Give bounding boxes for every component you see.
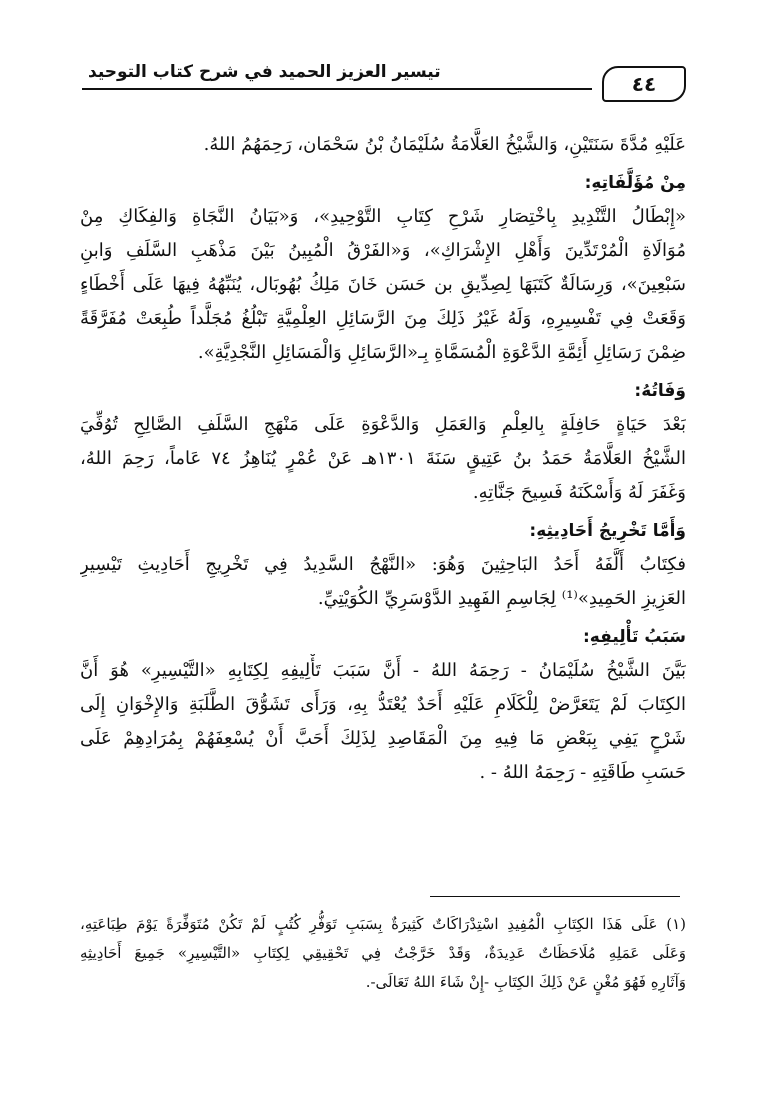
footnote-line: وَعَلَى عَمَلِهِ مُلَاحَظَاتٌ عَدِيدَةٌ، وَقَدْ خَرَّجْتُ فِي تَحْقِيقِي لِكِتَابِ «التَّيْسِيرِ» جَمِيعَ أَحَادِيثِهِ — [80, 944, 686, 962]
text-line: الشَّيْخُ العَلَّامَةُ حَمَدُ بنُ عَتِيقٍ سَنَةَ ١٣٠١هـ عَنْ عُمْرٍ يُنَاهِزُ ٧٤ عَاماً، رَحِمَ اللهُ، — [80, 448, 686, 469]
text-line: حَسَبِ طَاقَتِهِ - رَحِمَهُ اللهُ - . — [479, 762, 686, 783]
footnote-line: (١) عَلَى هَذَا الكِتَابِ الْمُفِيدِ اسْتِدْرَاكَاتٌ كَثِيرَةٌ بِسَبَبِ تَوَفُّرِ كُتُبٍ لَمْ تَكُنْ مُتَوَفِّرَةً يَوْمَ طِبَاعَتِهِ، — [80, 915, 686, 933]
text-line: مُوَالَاةِ الْمُرْتَدِّينَ وَأَهْلِ الإِشْرَاكِ»، وَ«الفَرْقُ الْمُبِينُ بَيْنَ مَذْهَبِ السَّلَفِ وَابنِ — [80, 240, 686, 261]
section-heading-reason: سَبَبُ تَأْلِيفِهِ: — [582, 627, 686, 647]
text-line: فكِتَابُ أَلَّفَهُ أَحَدُ البَاحِثِينَ وَهُوَ: «النَّهْجُ السَّدِيدُ فِي تَخْرِيجِ أَحَادِيثِ تَيْسِيرِ — [80, 554, 686, 575]
text-line: عَلَيْهِ مُدَّةَ سَنَتَيْنِ، وَالشَّيْخُ العَلَّامَةُ سُلَيْمَانُ بْنُ سَحْمَان، رَحِمَهُمُ اللهُ. — [203, 134, 686, 155]
section-heading-death: وَفَاتُهُ: — [634, 381, 686, 401]
text-line: «إِبْطَالُ التَّنْدِيدِ بِاخْتِصَارِ شَرْحِ كِتَابِ التَّوْحِيدِ»، وَ«بَيَانُ النَّجَاةِ وَالفِكَاكِ مِنْ — [80, 206, 686, 227]
footnote-separator — [430, 896, 680, 897]
section-heading-works: مِنْ مُؤَلَّفَاتِهِ: — [584, 173, 686, 193]
footnotes — [80, 910, 686, 997]
text-line: بَيَّنَ الشَّيْخُ سُلَيْمَانُ - رَحِمَهُ اللهُ - أَنَّ سَبَبَ تَأْلِيفِهِ لِكِتَابِهِ «التَّيْسِيرِ» هُوَ أَنَّ — [80, 660, 686, 681]
page-number-badge — [602, 66, 686, 102]
hadith-paragraph — [80, 548, 686, 616]
page-number: ٤٤ — [631, 72, 657, 96]
death-paragraph — [80, 408, 686, 510]
text-line: شَرْحٍ يَفِي بِبَعْضِ مَا فِيهِ مِنَ الْمَقَاصِدِ لِذَلِكَ أَحَبَّ أَنْ يُسْعِفَهُمْ بِمُرَادِهِمْ عَلَى — [80, 728, 686, 749]
text-line: الكِتَابَ لَمْ يَتَعَرَّضْ لِلْكَلَامِ عَلَيْهِ أَحَدٌ يُعْتَدُّ بِهِ، وَرَأَى تَشَوُّقَ الطَّلَبَةِ وَالإِخْوَانِ إِلَى — [80, 694, 686, 715]
reason-paragraph — [80, 654, 686, 790]
text-line: وَغَفَرَ لَهُ وَأَسْكَنَهُ فَسِيحَ جَنَّاتِهِ. — [472, 482, 686, 503]
works-paragraph — [80, 200, 686, 370]
intro-paragraph — [80, 128, 686, 162]
footnote-line: وَآثَارِهِ فَهُوَ مُغْنٍ عَنْ ذَلِكَ الكِتَابِ -إِنْ شَاءَ اللهُ تَعَالَى-. — [365, 973, 686, 991]
running-header — [82, 52, 686, 102]
text-line: بَعْدَ حَيَاةٍ حَافِلَةٍ بِالعِلْمِ وَالعَمَلِ وَالدَّعْوَةِ عَلَى مَنْهَجِ السَّلَفِ الصَّالِحِ تُوُفِّيَ — [80, 414, 686, 435]
text-line: سَبْعِينَ»، وَرِسَالَةٌ كَتَبَهَا لِصِدِّيقِ بن حَسَن خَانَ مَلِكُ بُهُوبَال، يُنَبِّهُهُ فِيهَا عَلَى أَخْطَاءٍ — [80, 274, 686, 295]
text-line: وَقَعَتْ فِي تَفْسِيرِهِ، وَلَهُ غَيْرُ ذَلِكَ مِنَ الرَّسَائِلِ العِلْمِيَّةِ تَبْلُغُ مُجَلَّداً طُبِعَتْ مُفَرَّقَةً — [80, 308, 686, 329]
text-line: ضِمْنَ رَسَائِلِ أَئِمَّةِ الدَّعْوَةِ الْمُسَمَّاةِ بِـ«الرَّسَائِلِ وَالْمَسَائِلِ النَّجْدِيَّةِ». — [197, 342, 686, 363]
header-title: تيسير العزيز الحميد في شرح كتاب التوحيد — [88, 62, 441, 82]
header-rule — [82, 88, 592, 90]
main-text — [80, 128, 686, 794]
text-line: العَزِيزِ الحَمِيدِ»⁽¹⁾ لِجَاسِمِ الفَهِيدِ الدَّوْسَرِيِّ الكُوَيْتِيِّ. — [317, 588, 686, 609]
section-heading-hadith: وَأَمَّا تَخْرِيجُ أَحَادِيثِهِ: — [529, 521, 686, 541]
